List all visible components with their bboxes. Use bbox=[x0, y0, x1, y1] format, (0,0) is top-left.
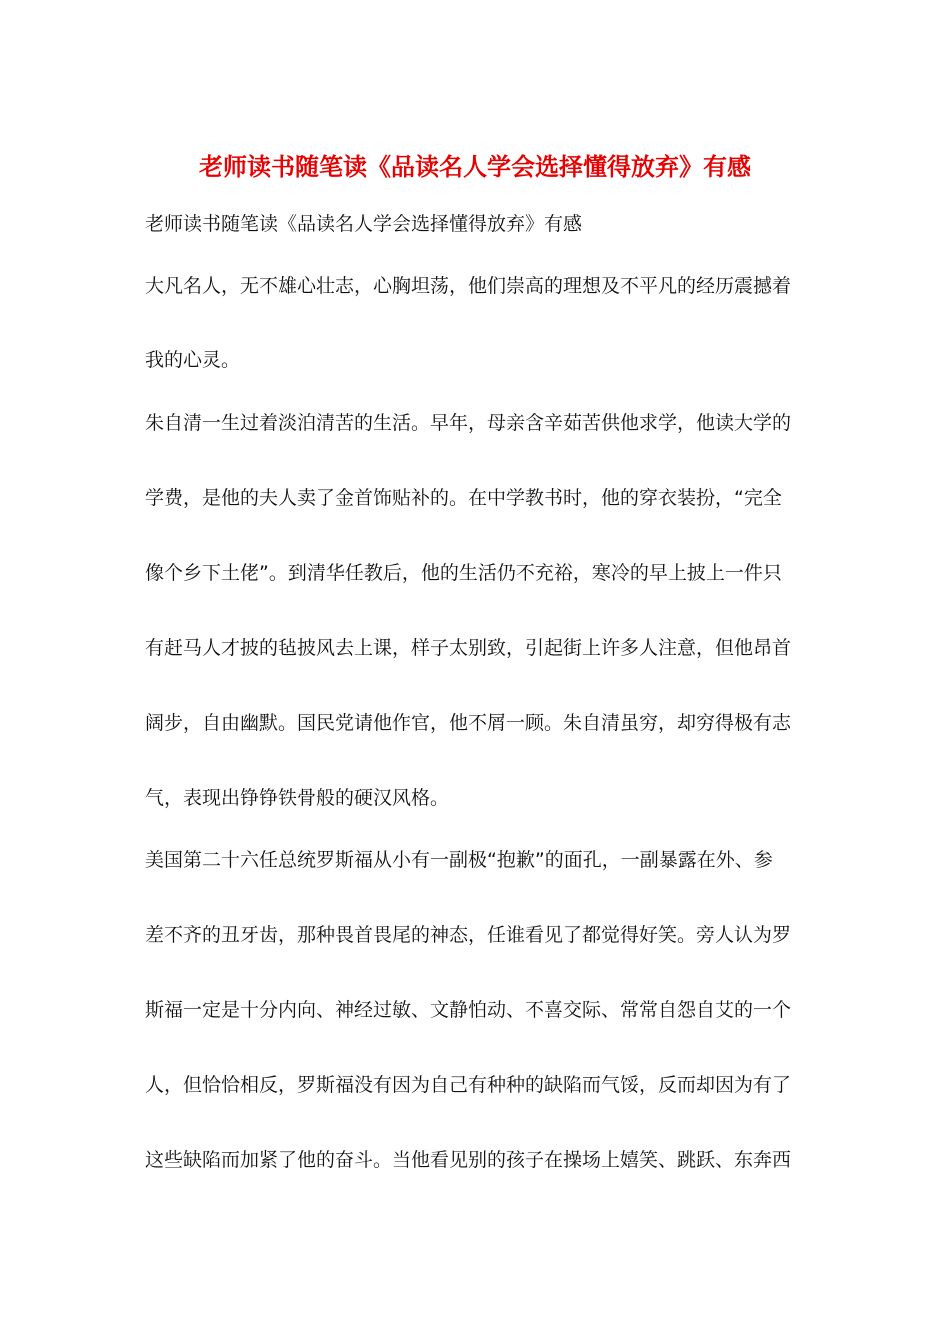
paragraph-line: 朱自清一生过着淡泊清苦的生活。早年，母亲含辛茹苦供他求学，他读大学的 bbox=[145, 412, 792, 434]
paragraph-line: 我的心灵。 bbox=[145, 349, 241, 371]
paragraph-line: 像个乡下土佬”。到清华任教后，他的生活仍不充裕，寒冷的早上披上一件只 bbox=[145, 562, 782, 584]
paragraph-line: 差不齐的丑牙齿，那种畏首畏尾的神态，任谁看见了都觉得好笑。旁人认为罗 bbox=[145, 924, 792, 946]
subtitle-line: 老师读书随笔读《品读名人学会选择懂得放弃》有感 bbox=[145, 213, 583, 235]
paragraph-line: 大凡名人，无不雄心壮志，心胸坦荡，他们崇高的理想及不平凡的经历震撼着 bbox=[145, 275, 792, 297]
paragraph-line: 阔步，自由幽默。国民党请他作官，他不屑一顾。朱自清虽穷，却穷得极有志 bbox=[145, 712, 792, 734]
paragraph-line: 气，表现出铮铮铁骨般的硬汉风格。 bbox=[145, 787, 450, 809]
paragraph-line: 学费，是他的夫人卖了金首饰贴补的。在中学教书时，他的穿衣装扮，“完全 bbox=[145, 487, 782, 509]
paragraph-line: 这些缺陷而加紧了他的奋斗。当他看见别的孩子在操场上嬉笑、跳跃、东奔西 bbox=[145, 1149, 792, 1171]
document-title: 老师读书随笔读《品读名人学会选择懂得放弃》有感 bbox=[199, 152, 751, 181]
paragraph-line: 美国第二十六任总统罗斯福从小有一副极“抱歉”的面孔，一副暴露在外、参 bbox=[145, 849, 773, 871]
paragraph-line: 斯福一定是十分内向、神经过敏、文静怕动、不喜交际、常常自怨自艾的一个 bbox=[145, 999, 792, 1021]
paragraph-line: 人，但恰恰相反，罗斯福没有因为自己有种种的缺陷而气馁，反而却因为有了 bbox=[145, 1074, 792, 1096]
paragraph-line: 有赶马人才披的毡披风去上课，样子太别致，引起街上许多人注意，但他昂首 bbox=[145, 637, 792, 659]
